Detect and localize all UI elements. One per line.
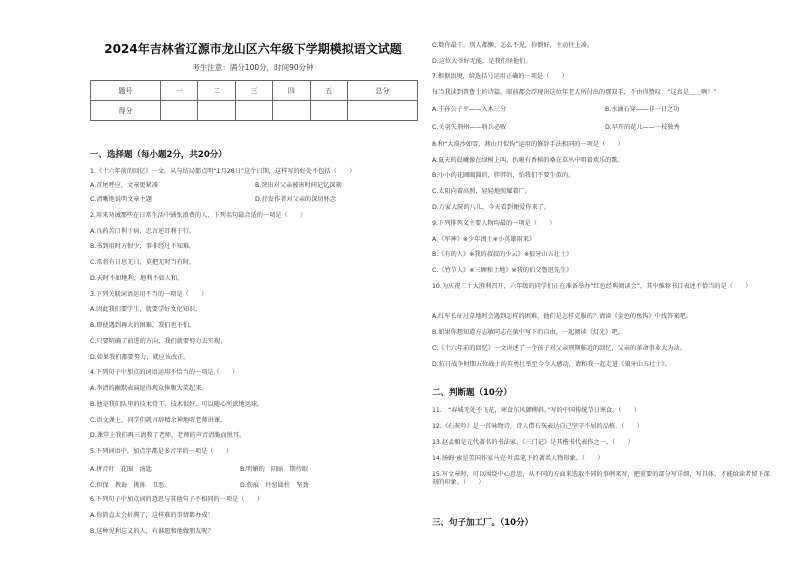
option-line: D.抒发作者对父亲的深切怀念	[255, 196, 336, 203]
table-cell: 一	[161, 81, 198, 101]
question-text: 每当我读到普鲁士的诗篇，眼前都会浮现出这位年老人所付出的那双手，不由得赞叹：“这真是＿＿啊！”	[432, 89, 717, 96]
table-cell: 四	[273, 81, 310, 101]
option-line: B.水滴石穿——非一日之功	[605, 106, 680, 113]
option-line: D.天时不如地利，地利不如人和。	[90, 275, 184, 282]
option-line: A.因此我们要学生，就要学好文化知识。	[90, 306, 202, 313]
table-cell: 题号	[91, 81, 161, 101]
exam-notice: 考生注意：满分100分，时间90分钟	[192, 63, 314, 72]
judge-line: 11. “春城无处不飞花，寒食东风御柳斜。”写的中国传统节日寒食。（ ）	[432, 407, 641, 414]
option-line: B.书到用时方恨少，事非经过不知难。	[90, 243, 196, 250]
option-line: B.《有的人》※我的叔叔的少云》※狼牙山五壮士》	[432, 251, 573, 258]
option-line: C.常将有日思无日，莫把无时当有时。	[90, 259, 196, 266]
score-table	[90, 80, 418, 121]
option-line: B.如果你想知道方志敏同志在狱中写下的自由，一起阅读《灯光》吧。	[432, 329, 624, 336]
option-line: C.清晰地说明文章主题	[90, 196, 152, 203]
table-cell: 三	[235, 81, 272, 101]
score-table-header-row	[91, 81, 418, 101]
judge-line: 15.写文章时，可以围绕中心意思，从不同的方面来选取不同的事例来写，把重要的部分写详细，写具体，才能给读者留下深刻的印象。（ ）	[432, 471, 770, 486]
question-line: 3.下列关联词语运用不当的一项是（ ）	[90, 291, 208, 298]
option-line: C.《竹节人》※三顾和土地》※我的伯父鲁迅先生》	[432, 267, 573, 274]
option-line: C.只要明确了前进的方向，我们就要努力去实现。	[90, 338, 227, 345]
question-line: 8.和“大漠沙如雪，燕山月似钩”运用的修辞手法相同的一项是（ ）	[432, 141, 624, 148]
option-line: C.关羽失荆州——骄兵必败	[432, 124, 507, 131]
question-line: 5.下列词语中，加点字都是多音字的一项是（ ）	[90, 448, 233, 455]
question-line: 6.下列句子中加点词的意思与其他句子不相同的一项是（ ）	[90, 496, 263, 503]
option-line: C.《十六年前的回忆》一文讲述了一个孩子对父亲刑期临近的回忆，父亲的革命事业大为动。	[432, 345, 686, 352]
option-line: A.李清的幽默表演逗得观众捧腹大笑起来。	[90, 385, 208, 392]
question-line: 10.为庆祝二十大胜利召开，六年级的同学们正在准备举办“红色经典阅读会”，其中推荐书目表述不恰当的是（ ）	[432, 283, 752, 290]
option-line: C.太阳向着高照，轻轻地照耀着广。	[432, 188, 532, 195]
option-line: B.明媚的 阴暗 期待眼	[240, 466, 309, 473]
option-line: A.红军长征过草地时会遇到怎样的困难，他们是怎样克服的？请读《金色的鱼钩》中找答案吧。	[432, 313, 692, 320]
table-cell: 总分	[347, 81, 417, 101]
score-cell[interactable]	[273, 101, 310, 121]
section-heading-choice: 一、选择题（每小题2分，共20分）	[90, 150, 227, 160]
option-line: C.担保 教诲 挑拣 丑恶	[90, 482, 165, 489]
option-line: A.首尾呼应，文章更紧凑	[90, 182, 158, 189]
table-cell: 五	[310, 81, 347, 101]
judge-line: 13.赵孟頫是元代著名的书法家，《三门记》是其楷书代表作之一。（ ）	[432, 439, 634, 446]
option-line: A.良药苦口利于病，忠言逆耳利于行。	[90, 228, 196, 235]
option-line: A.王孙公子平——入木三分	[432, 106, 507, 113]
option-line: D.伤痕 坯窑圆柱 坚劲	[240, 482, 309, 489]
question-line: 9.下列排列义主要人物均最的一项是（ ）	[432, 220, 556, 227]
option-line: A.拼音叶 花圈 汤匙	[90, 466, 152, 473]
score-cell[interactable]	[198, 101, 235, 121]
section-heading-judge: 二、判断题（10分）	[432, 388, 512, 398]
option-line: B.小小的花圃圈圆的，胖胖的，怕我们不要生似的。	[432, 172, 575, 179]
score-table-score-row	[91, 101, 418, 121]
table-cell: 得分	[91, 101, 161, 121]
option-line: D.万家大院的八儿，今天看到便爱你来了。	[432, 204, 551, 211]
table-cell: 二	[198, 81, 235, 101]
option-line: C.语文课上，同学们就言辞精余神地听老师讲课。	[90, 417, 227, 424]
question-line: 2.用来劝诫那些在日常生活中铺张浪费的人，下列名句最合适的一项是（ ）	[90, 212, 307, 219]
option-line: D.早开的花儿——一枝独秀	[605, 124, 680, 131]
score-cell[interactable]	[161, 101, 198, 121]
question-line: 7.根据语境，给选括号运用正确的一项是（ ）	[432, 73, 568, 80]
score-cell[interactable]	[310, 101, 347, 121]
question-line: 1.《十六年前的回忆》一文，从与结局都点明“1月28日”这个日期，这样写的好处不包括（ ）	[90, 168, 356, 175]
question-line: 4.下列句子中加点的词语运用不恰当的一项是（ ）	[90, 369, 239, 376]
score-cell[interactable]	[235, 101, 272, 121]
option-line: A.你简直太会折腾了，这样难的事情都办成！	[90, 512, 214, 519]
judge-line: 14.汤姆·索是美国作家马克·吐温笔下的著名人物形象。（ ）	[432, 455, 604, 462]
judge-line: 12.《石灰吟》是一首咏物诗，诗人借石灰表达自己坚守不屈的品格。（ ）	[432, 423, 643, 430]
score-cell[interactable]	[347, 101, 417, 121]
page-title: 2024年吉林省辽源市龙山区六年级下学期模拟语文试题	[104, 42, 402, 56]
option-line: D.课堂上我们再三请教了老师，老师的声音清脆而悦耳。	[90, 432, 246, 439]
option-line: B.突出对父亲被害时间记忆深刻	[255, 182, 342, 189]
option-line: B.他是我们队里的技术骨干，技术很好，可以随心所欲地运球。	[90, 401, 264, 408]
option-line: B.即使遇到再大的困难，我们也不怕。	[90, 322, 196, 329]
option-line: A.夏天的晨曦像在绿树上叫，扒啦有香槟的桑在草丛中唱着欢乐的歌。	[432, 157, 624, 164]
option-line: D.如果我们都要努力，就应该改正。	[90, 354, 190, 361]
option-line: A.《军神》※少年闰土※小英雄雨来》	[432, 236, 536, 243]
option-line: D.这位大爷好无能，是我们怪他们。	[432, 58, 532, 65]
option-line: C.数你最干，别人都懒，怎么不见，你倒好，主动往上凑。	[432, 42, 593, 49]
option-line: B.这种见利忘义的人，有谁愿和他做朋友呢？	[90, 528, 214, 535]
section-heading-sentence: 三、句子加工厂。（10分）	[432, 518, 534, 528]
option-line: D.抗日战争时期五位战士的英勇壮举至今令人感动，请和我一起走进《狼牙山五壮士》。	[432, 361, 671, 368]
